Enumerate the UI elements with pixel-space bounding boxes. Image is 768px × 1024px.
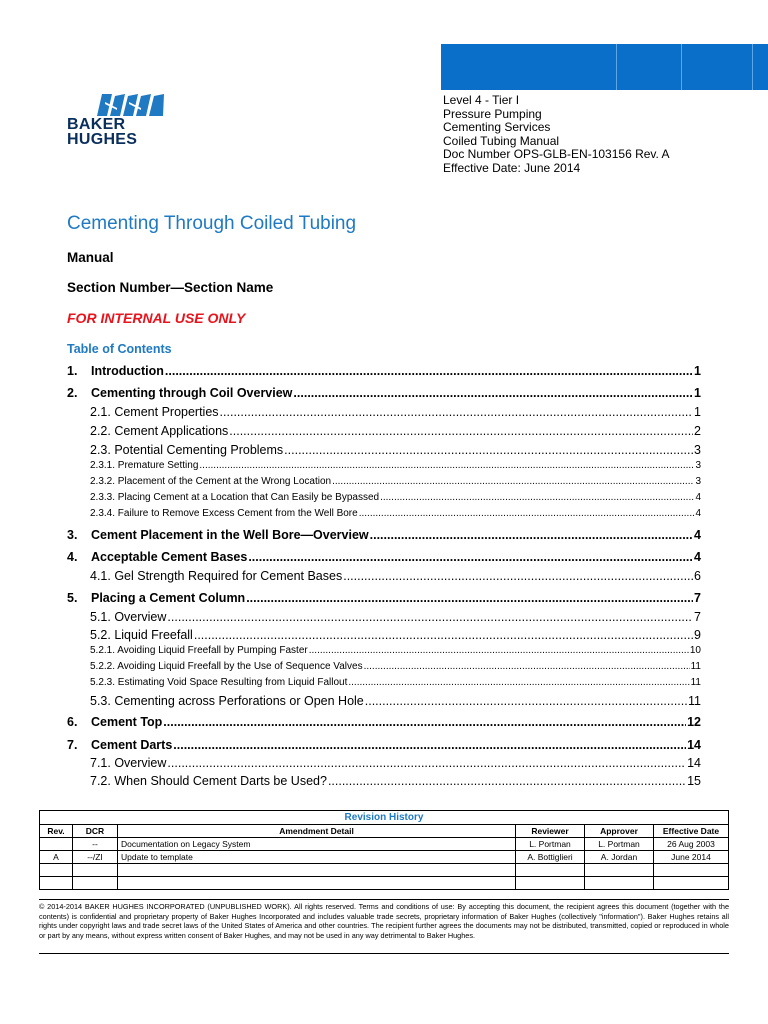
toc-entry[interactable]: 2.2. Cement Applications ..... 2 (67, 424, 701, 438)
doc-division: Pressure Pumping (443, 106, 542, 121)
toc-heading: Table of Contents (67, 342, 172, 356)
table-row (40, 877, 729, 890)
toc-entry[interactable]: 7.1. Overview ..... 14 (67, 756, 701, 770)
doc-effective-date: Effective Date: June 2014 (443, 160, 581, 175)
table-row (40, 864, 729, 877)
toc-entry[interactable]: 2. Cementing through Coil Overview ..... 1 (67, 386, 701, 400)
revision-history-table (39, 810, 729, 890)
footer-divider-bottom (39, 953, 729, 954)
toc-entry[interactable]: 6. Cement Top ..... 12 (67, 715, 701, 729)
copyright-notice: © 2014-2014 BAKER HUGHES INCORPORATED (UNPUBLISHED WORK). All rights reserved. Terms and conditions of use: By accepting this document, the recipient agrees this document (together with the contents) is confidential and proprietary property of Baker Hughes Incorporated and includes valuable trade secrets, proprietary information of Baker Hughes (collectively "information"). Baker Hughes retains all rights under copyright laws and trade secret laws of the United States of America and other countries. The recipient further agrees the documents may not be distributed, transmitted, copied or reproduced in whole or part by any means, without express written consent of Baker Hughes, and may not be used in any way detrimental to Baker Hughes. (39, 902, 729, 940)
internal-use-notice: FOR INTERNAL USE ONLY (67, 310, 246, 326)
header-color-bar (441, 44, 768, 90)
revision-history-title: Revision History (40, 811, 729, 825)
toc-entry[interactable]: 5.2.3. Estimating Void Space Resulting from Liquid Fallout ..... 11 (67, 677, 701, 688)
col-dcr: DCR (73, 825, 118, 838)
col-rev: Rev. (40, 825, 73, 838)
table-row: A --/ZI Update to template A. Bottiglieri A. Jordan June 2014 (40, 851, 729, 864)
toc-entry[interactable]: 2.3.2. Placement of the Cement at the Wrong Location ..... 3 (67, 476, 701, 487)
toc-entry[interactable]: 5.1. Overview ..... 7 (67, 610, 701, 624)
toc-entry[interactable]: 5.3. Cementing across Perforations or Open Hole ..... 11 (67, 694, 701, 708)
toc-entry[interactable]: 2.3. Potential Cementing Problems ..... 3 (67, 443, 701, 457)
doc-service: Cementing Services (443, 120, 551, 135)
toc-entry[interactable]: 2.1. Cement Properties ..... 1 (67, 405, 701, 419)
col-reviewer: Reviewer (516, 825, 585, 838)
toc-entry[interactable]: 5. Placing a Cement Column ..... 7 (67, 591, 701, 605)
company-name (67, 117, 137, 147)
toc-entry[interactable]: 3. Cement Placement in the Well Bore—Overview ..... 4 (67, 528, 701, 542)
footer-divider (39, 899, 729, 900)
toc-entry[interactable]: 5.2. Liquid Freefall ..... 9 (67, 628, 701, 642)
toc-entry[interactable]: 5.2.1. Avoiding Liquid Freefall by Pumping Faster ..... 10 (67, 645, 701, 656)
toc-entry[interactable]: 4. Acceptable Cement Bases ..... 4 (67, 550, 701, 564)
section-name: Section Number—Section Name (67, 280, 274, 295)
doc-level: Level 4 - Tier I (443, 93, 520, 107)
toc-entry[interactable]: 2.3.1. Premature Setting ..... 3 (67, 460, 701, 471)
document-title: Cementing Through Coiled Tubing (67, 213, 357, 234)
toc-entry[interactable]: 7.2. When Should Cement Darts be Used? ..... 15 (67, 774, 701, 788)
document-type: Manual (67, 250, 114, 265)
toc-entry[interactable]: 2.3.4. Failure to Remove Excess Cement from the Well Bore ..... 4 (67, 508, 701, 519)
toc-entry[interactable]: 1. Introduction ..... 1 (67, 364, 701, 378)
doc-number: Doc Number OPS-GLB-EN-103156 Rev. A (443, 147, 670, 162)
col-amendment: Amendment Detail (118, 825, 516, 838)
toc-entry[interactable]: 7. Cement Darts ..... 14 (67, 738, 701, 752)
document-info (443, 94, 670, 176)
toc-entry[interactable]: 5.2.2. Avoiding Liquid Freefall by the Use of Sequence Valves ..... 11 (67, 661, 701, 672)
company-name-line-2: HUGHES (67, 131, 138, 148)
col-approver: Approver (585, 825, 654, 838)
col-effective-date: Effective Date (654, 825, 729, 838)
doc-manual: Coiled Tubing Manual (443, 133, 560, 148)
table-header-row (40, 825, 729, 838)
toc-entry[interactable]: 4.1. Gel Strength Required for Cement Bases ..... 6 (67, 569, 701, 583)
table-row: -- Documentation on Legacy System L. Portman L. Portman 26 Aug 2003 (40, 838, 729, 851)
company-name-line-1: BAKER (67, 116, 126, 133)
toc-entry[interactable]: 2.3.3. Placing Cement at a Location that Can Easily be Bypassed ..... 4 (67, 492, 701, 503)
